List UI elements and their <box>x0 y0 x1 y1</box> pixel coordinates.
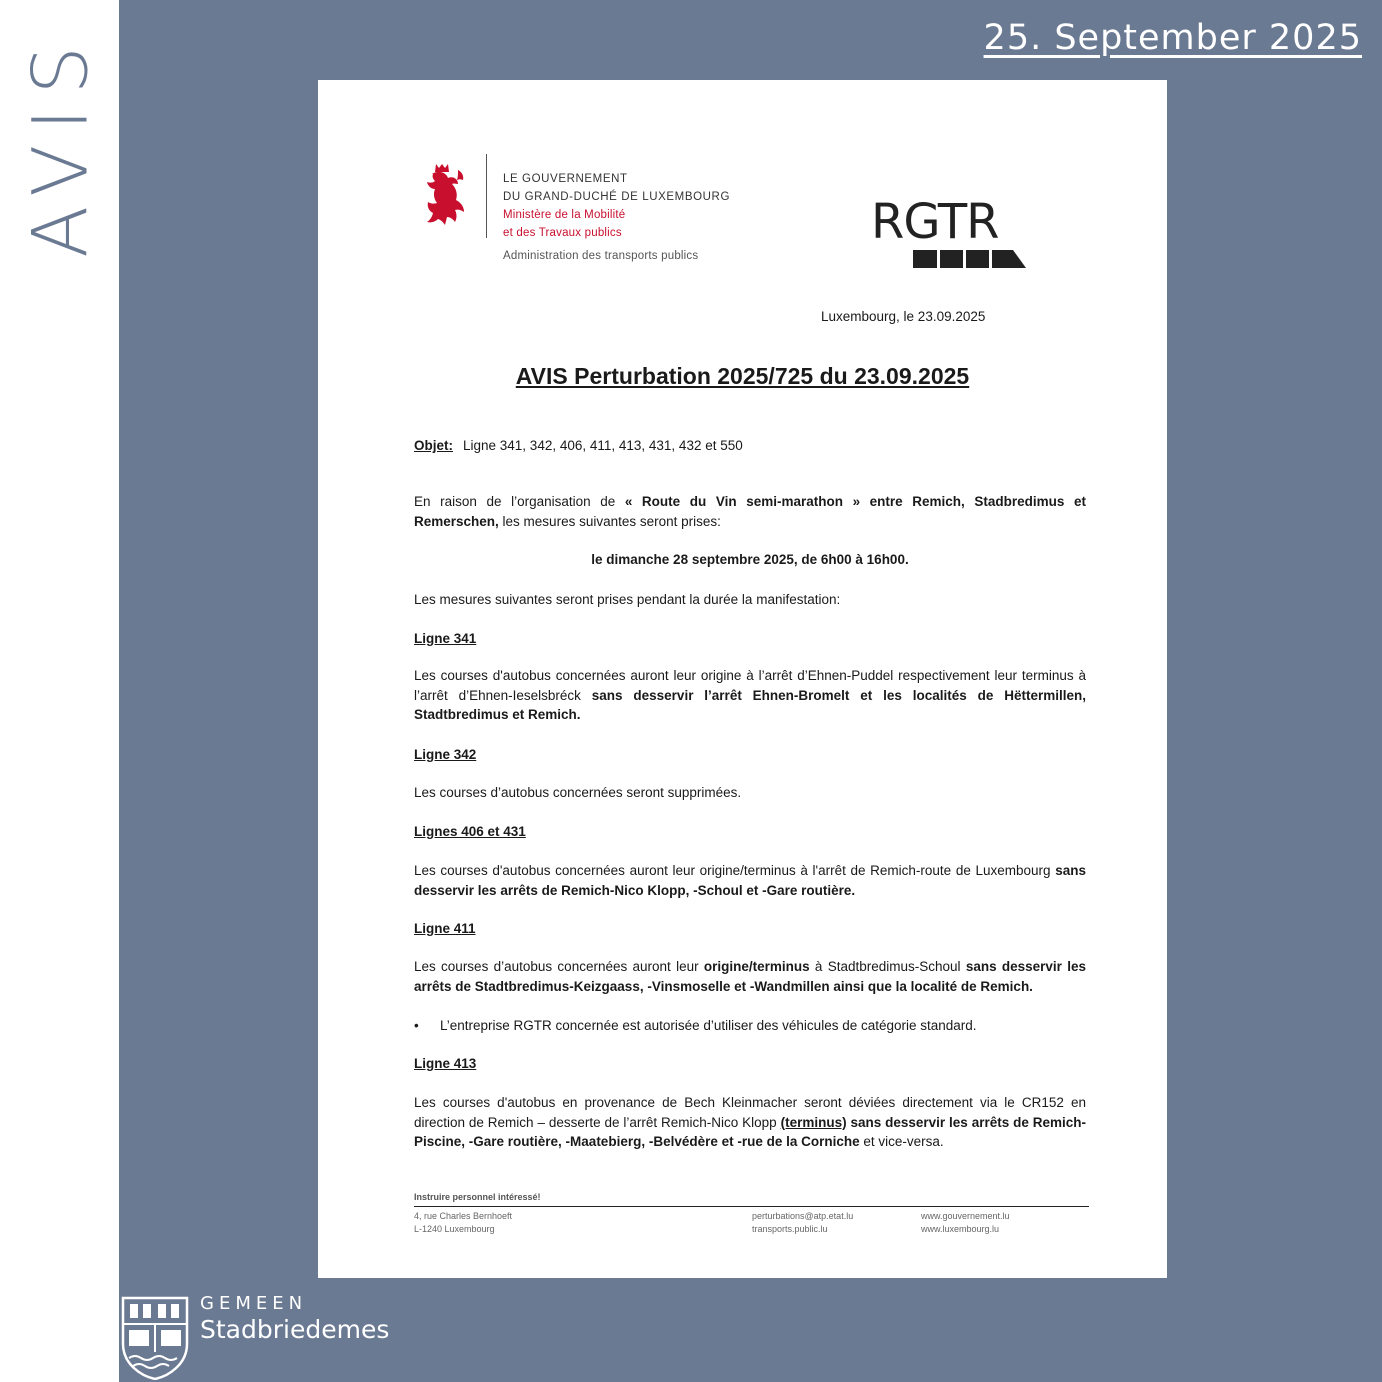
municipality-crest-icon <box>121 1296 189 1380</box>
intro-paragraph <box>414 492 1086 531</box>
bullet-item <box>414 1016 1086 1036</box>
document-title: AVIS Perturbation 2025/725 du 23.09.2025 <box>515 363 970 389</box>
section-text: Les courses d'autobus en provenance de Bech Kleinmacher seront déviées directement via le CR152 en direction de Remich – desserte de l’arrêt Remich-Nico Klopp <box>414 1095 1086 1130</box>
left-strip <box>0 0 119 1382</box>
brand-line-2: Stadbriedemes <box>200 1315 390 1344</box>
section-heading-411: Ligne 411 <box>414 921 476 936</box>
event-date: le dimanche 28 septembre 2025, de 6h00 à 16h00. <box>591 552 909 567</box>
side-label: AVIS <box>15 32 105 258</box>
objet-value: Ligne 341, 342, 406, 411, 413, 431, 432 et 550 <box>463 438 743 453</box>
post-date: 25. September 2025 <box>983 18 1362 58</box>
objet-line <box>414 436 1086 456</box>
intro-text: En raison de l’organisation de <box>414 494 625 509</box>
footer-website: www.gouvernement.lu <box>921 1211 1010 1221</box>
section-heading-413: Ligne 413 <box>414 1056 477 1071</box>
section-text-341 <box>414 666 1086 725</box>
section-text-bold: sans desservir les arrêts de Stadtbredimus-Keizgaass, -Vinsmoselle et -Wandmillen ainsi que la localité de Remich. <box>414 959 1086 994</box>
government-masthead <box>503 170 730 242</box>
rgtr-logo-text: RGTR <box>871 194 999 250</box>
section-text-bold-underlined: (terminus) <box>780 1114 847 1130</box>
section-text-406-431 <box>414 861 1086 900</box>
section-heading-341: Ligne 341 <box>414 631 477 646</box>
section-text: Les courses d'autobus concernées auront leur origine à l’arrêt d’Ehnen-Puddel respectivement leur terminus à l’arrêt d’Ehnen-Ieselsbréck <box>414 668 1086 703</box>
section-text-bold: sans desservir les arrêts de Remich-Piscine, -Gare routière, -Maatebierg, -Belvédère et -rue de la Corniche <box>414 1114 1086 1149</box>
footer-email: perturbations@atp.etat.lu <box>752 1211 854 1221</box>
section-text-411 <box>414 957 1086 996</box>
footer-address-line: L-1240 Luxembourg <box>414 1224 495 1234</box>
section-text: Les courses d'autobus concernées auront leur origine/terminus à l'arrêt de Remich-route de Luxembourg <box>414 863 1056 878</box>
gov-line: DU GRAND-DUCHÉ DE LUXEMBOURG <box>503 191 731 203</box>
footer-website: www.luxembourg.lu <box>921 1224 1000 1234</box>
intro-event: « Route du Vin semi-marathon » entre Remich, Stadbredimus et Remerschen, <box>414 494 1086 529</box>
section-text: Les courses d’autobus concernées auront leur <box>414 959 704 974</box>
footer-address <box>414 1210 512 1236</box>
footer-contact <box>752 1210 853 1236</box>
brand-line-1: GEMEEN <box>200 1293 308 1314</box>
ministry-line: et des Travaux publics <box>503 227 622 239</box>
footer-note: Instruire personnel intéressé! <box>414 1192 541 1202</box>
section-text-bold: origine/terminus <box>703 959 810 974</box>
administration-name: Administration des transports publics <box>503 250 699 262</box>
section-text: et vice-versa. <box>859 1134 944 1149</box>
measures-intro: Les mesures suivantes seront prises pendant la durée la manifestation: <box>414 592 841 607</box>
section-heading-342: Ligne 342 <box>414 747 477 762</box>
gov-line: LE GOUVERNEMENT <box>503 173 628 185</box>
bullet-text: L’entreprise RGTR concernée est autorisée d’utiliser des véhicules de catégorie standard. <box>440 1018 977 1033</box>
bus-bar-icon <box>913 250 1026 268</box>
footer-divider <box>414 1206 1089 1207</box>
footer-address-line: 4, rue Charles Bernhoeft <box>414 1211 513 1221</box>
place-date: Luxembourg, le 23.09.2025 <box>821 309 986 324</box>
municipality-brand <box>200 1294 389 1346</box>
bullet-icon: • <box>414 1018 419 1033</box>
footer-web <box>921 1210 1010 1236</box>
intro-text: les mesures suivantes seront prises: <box>498 513 721 529</box>
section-text-bold: sans desservir l’arrêt Ehnen-Bromelt et les localités de Hëttermillen, Stadtbredimus et Remich. <box>414 687 1086 722</box>
section-text-342: Les courses d’autobus concernées seront supprimées. <box>414 785 742 800</box>
rgtr-logo <box>871 194 1026 273</box>
section-text: à Stadtbredimus-Schoul <box>809 959 966 974</box>
notice-document <box>318 80 1167 1278</box>
section-heading-406-431: Lignes 406 et 431 <box>414 824 526 839</box>
footer-website: transports.public.lu <box>752 1224 828 1234</box>
luxembourg-lion-icon <box>418 160 474 226</box>
section-text-bold: sans desservir les arrêts de Remich-Nico Klopp, -Schoul et -Gare routière. <box>414 863 1086 898</box>
objet-label: Objet: <box>414 438 453 453</box>
ministry-line: Ministère de la Mobilité <box>503 209 626 221</box>
section-text-413 <box>414 1093 1086 1152</box>
header-divider <box>486 154 487 238</box>
